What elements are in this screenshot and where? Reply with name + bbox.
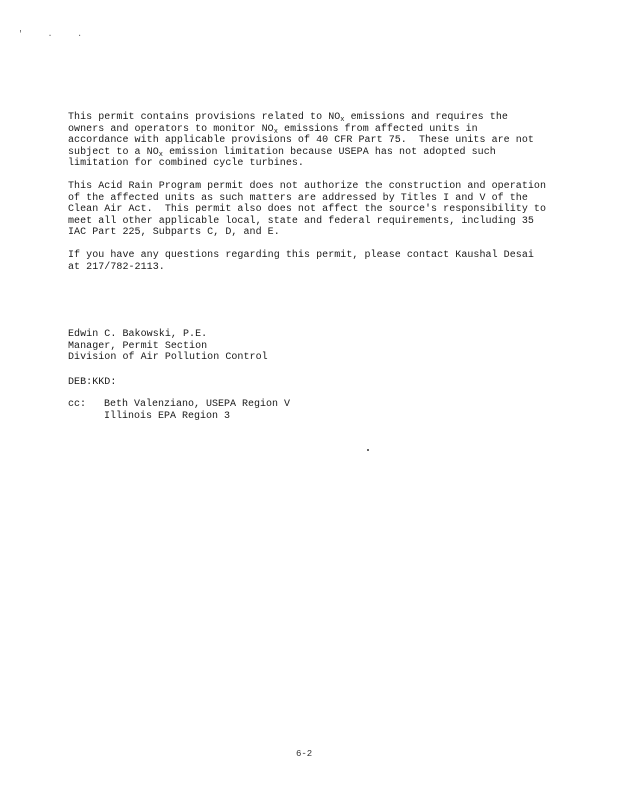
typist-initials: DEB:KKD: [68, 377, 117, 388]
scan-dot [367, 449, 369, 451]
cc-block [68, 399, 290, 422]
cc-recipient: Beth Valenziano, USEPA Region V [104, 399, 291, 410]
page-number: 6-2 [296, 749, 313, 759]
signer-name: Edwin C. Bakowski, P.E. [68, 329, 208, 340]
signer-title: Manager, Permit Section [68, 340, 208, 352]
signer-division: Division of Air Pollution Control [68, 352, 268, 364]
paragraph-contact: If you have any questions regarding this permit, please contact Kaushal Desai at 217/782-2113. [68, 250, 534, 273]
signature-block [68, 329, 548, 364]
scan-specks: ' . . [18, 30, 93, 39]
paragraph-nox-monitoring: This permit contains provisions related to $NO_x$ emissions and requires the owners and operators to monitor $NO_x$ emissions from affected units in accordance with applicable provisions of 40 CFR Part 75. These units are not subject to a $NO_x$ emission limitation because USEPA has not adopted such limitation for combined cycle turbines. [68, 112, 534, 170]
cc-label: cc: [68, 399, 87, 410]
paragraph-acid-rain: This Acid Rain Program permit does not authorize the construction and operation of the affected units as such matters are addressed by Titles I and V of the Clean Air Act. This permit also does not affect the source's responsibility to meet all other applicable local, state and federal requirements, including 35 IAC Part 225, Subparts C, D, and E. [68, 181, 547, 239]
cc-recipients [104, 399, 290, 422]
cc-recipient: Illinois EPA Region 3 [104, 410, 231, 422]
